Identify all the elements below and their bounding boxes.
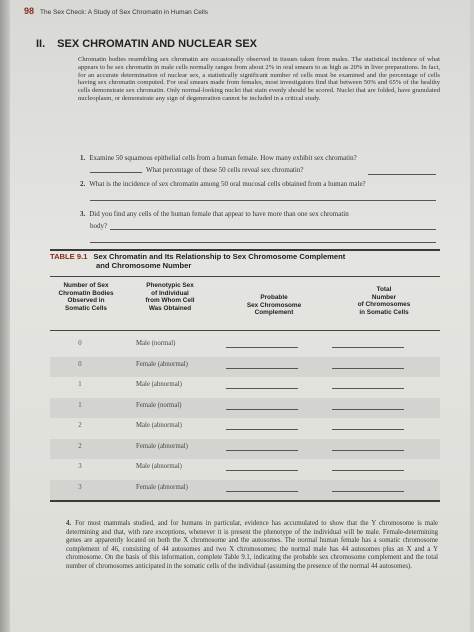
cell-sex-chromatin-bodies: 0	[78, 360, 82, 368]
cell-phenotypic-sex: Male (abnormal)	[136, 381, 182, 388]
question-3	[80, 210, 440, 218]
answer-blank-3a[interactable]	[110, 229, 436, 230]
table-title-line-2: and Chromosome Number	[96, 261, 192, 270]
answer-blank-complement[interactable]	[226, 450, 298, 451]
table-top-rule	[50, 249, 440, 251]
answer-blank-complement[interactable]	[226, 347, 298, 348]
answer-blank-total[interactable]	[332, 429, 404, 430]
header-line: Complement	[254, 309, 294, 317]
header-line: Probable	[260, 294, 288, 301]
table-row	[50, 357, 440, 377]
question-1	[80, 154, 440, 162]
header-sex-chromatin-bodies	[52, 282, 120, 312]
question-2-text: What is the incidence of sex chromatin among 50 oral mucosal cells obtained from a human male?	[89, 180, 366, 188]
header-line: of Individual	[151, 289, 189, 297]
header-line: Total	[376, 286, 392, 293]
cell-phenotypic-sex: Female (normal)	[136, 401, 182, 409]
header-line: Was Obtained	[148, 304, 192, 312]
page-number: 98	[24, 6, 35, 16]
cell-sex-chromatin-bodies: 3	[78, 483, 82, 491]
table-row	[50, 398, 440, 418]
header-line: of Chromosomes	[357, 301, 411, 309]
cell-phenotypic-sex: Female (abnormal)	[136, 360, 188, 368]
header-line: Sex Chromosome	[246, 301, 302, 309]
running-title: The Sex Check: A Study of Sex Chromatin in Human Cells	[40, 9, 209, 16]
answer-blank-complement[interactable]	[226, 368, 298, 369]
header-line: from Whom Cell	[145, 297, 195, 305]
table-header-bottom-rule	[50, 330, 440, 331]
answer-blank-complement[interactable]	[226, 409, 298, 410]
table-row	[50, 459, 440, 479]
page-binding-shadow	[0, 0, 10, 632]
answer-blank-complement[interactable]	[226, 491, 298, 492]
table-row	[50, 336, 440, 356]
header-line: Number	[371, 293, 397, 301]
table-header-top-rule	[50, 276, 440, 277]
answer-blank-total[interactable]	[332, 368, 404, 369]
cell-sex-chromatin-bodies: 3	[78, 463, 82, 470]
table-row	[50, 439, 440, 459]
table-label: TABLE 9.1	[50, 252, 88, 261]
header-sex-chromosome-complement	[224, 294, 324, 317]
header-line: Somatic Cells	[65, 304, 107, 312]
answer-blank-total[interactable]	[332, 491, 404, 492]
header-line: Number of Sex	[63, 282, 109, 289]
question-1-number: 1.	[80, 154, 86, 162]
answer-blank-complement[interactable]	[226, 388, 298, 389]
header-line: in Somatic Cells	[359, 308, 409, 316]
answer-blank-2[interactable]	[90, 200, 436, 201]
answer-blank-complement[interactable]	[226, 470, 298, 471]
table-caption	[50, 252, 440, 270]
answer-blank-total[interactable]	[332, 409, 404, 410]
header-line: Observed in	[67, 297, 105, 305]
question-2	[80, 180, 440, 188]
question-4-text: For most mammals studied, and for humans in particular, evidence has accumulated to show that the Y chromosome is male determining and that, with rare exceptions, whenever it is present the phenotype of the individual will be male. Female-determining genes are apparently located on both the X chromosome and the autosomes. The normal human female has a somatic chromosome complement of 46, consisting of 44 autosomes and two X chromosomes; the normal male has 44 autosomes plus an X and a Y chromosome. On the basis of this information, complete Table 9.1, indicating the probable sex chromosome complement and the total number of chromosomes anticipated in the somatic cells of the individual (assuming the presence of the normal 44 autosomes).	[66, 520, 438, 570]
cell-phenotypic-sex: Female (abnormal)	[136, 483, 188, 491]
answer-blank-total[interactable]	[332, 450, 404, 451]
answer-blank-complement[interactable]	[226, 429, 298, 430]
question-4	[66, 520, 438, 572]
header-total-chromosomes	[334, 286, 434, 316]
header-line: Chromatin Bodies	[58, 289, 114, 297]
answer-blank-1a[interactable]	[90, 172, 142, 173]
answer-blank-total[interactable]	[332, 470, 404, 471]
cell-sex-chromatin-bodies: 1	[78, 401, 82, 409]
section-heading	[36, 38, 257, 50]
question-4-number: 4.	[66, 520, 72, 527]
cell-sex-chromatin-bodies: 0	[78, 340, 82, 347]
answer-blank-3b[interactable]	[90, 242, 436, 243]
cell-phenotypic-sex: Male (normal)	[136, 340, 176, 347]
question-3-text: Did you find any cells of the human female that appear to have more than one sex chromatin	[89, 210, 349, 218]
section-title: SEX CHROMATIN AND NUCLEAR SEX	[57, 38, 258, 50]
question-3-number: 3.	[80, 210, 86, 218]
cell-sex-chromatin-bodies: 1	[78, 381, 82, 388]
cell-sex-chromatin-bodies: 2	[78, 442, 82, 450]
table-row	[50, 480, 440, 500]
section-numeral: II.	[36, 38, 46, 50]
running-head	[24, 6, 208, 16]
question-2-number: 2.	[80, 180, 86, 188]
question-1-text: Examine 50 squamous epithelial cells from a human female. How many exhibit sex chromatin?	[89, 154, 357, 162]
cell-sex-chromatin-bodies: 2	[78, 422, 82, 429]
table-title-line-1: Sex Chromatin and Its Relationship to Sex Chromosome Complement	[93, 252, 346, 261]
header-phenotypic-sex	[132, 282, 208, 312]
table-bottom-rule	[50, 500, 440, 502]
answer-blank-total[interactable]	[332, 388, 404, 389]
question-3-text-continued: body?	[90, 222, 108, 230]
answer-blank-1b[interactable]	[368, 174, 436, 175]
table-row	[50, 418, 440, 438]
header-line: Phenotypic Sex	[146, 282, 194, 289]
cell-phenotypic-sex: Male (abnormal)	[136, 422, 182, 429]
intro-paragraph: Chromatin bodies resembling sex chromatin are occasionally observed in tissues taken from males. The statistical incidence of what appears to be sex chromatin in male cells normally ranges from about 2% in oral smears to as high as 20% in liver preparations. In fact, for an accurate determination of nuclear sex, a statistically significant number of cells must be examined and the percentage of cells having sex chromatin computed. For oral smears made from females, most investigators find that between 50% and 65% of the healthy cells demonstrate sex chromatin. Only normal-looking nuclei that stain evenly should be scored. Nuclei that are folded, have granulated nucleoplasm, or demonstrate any sign of degeneration cannot be included in a critical study.	[78, 56, 440, 102]
table-row	[50, 377, 440, 397]
cell-phenotypic-sex: Female (abnormal)	[136, 442, 188, 450]
cell-phenotypic-sex: Male (abnormal)	[136, 463, 182, 470]
answer-blank-total[interactable]	[332, 347, 404, 348]
question-1-followup: What percentage of these 50 cells reveal sex chromatin?	[146, 166, 304, 174]
